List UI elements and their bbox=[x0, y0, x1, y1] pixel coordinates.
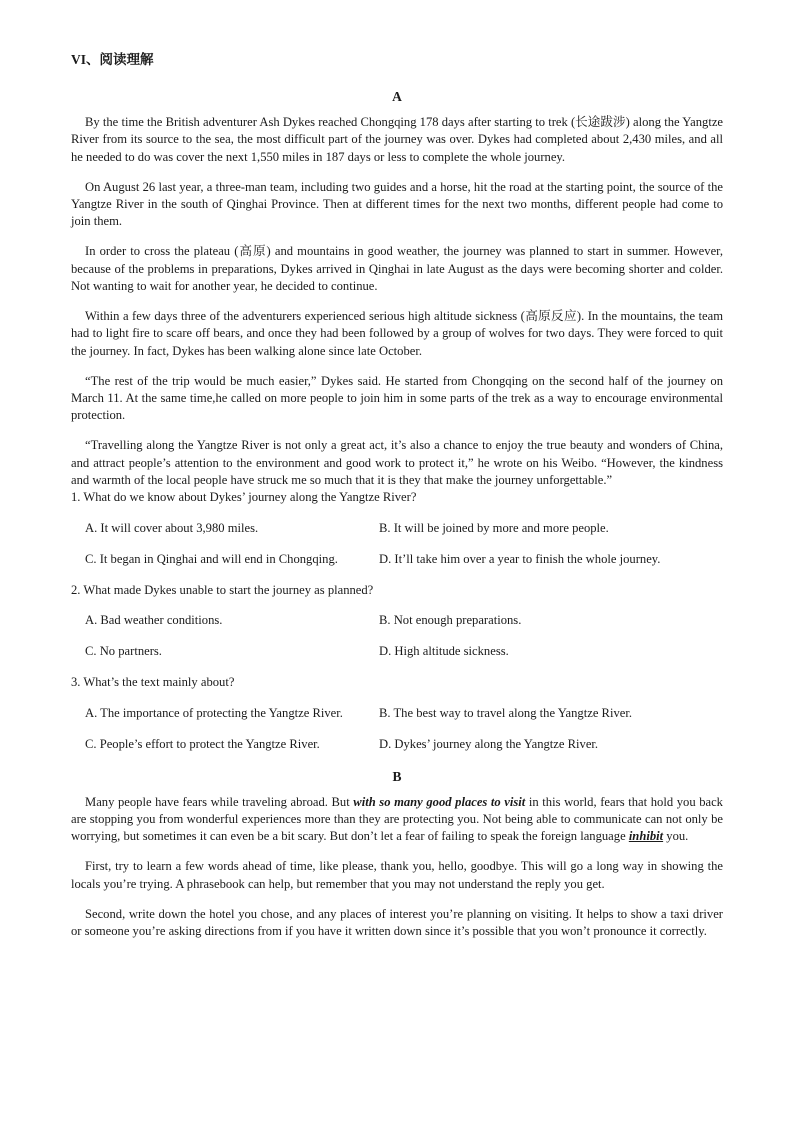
option-row bbox=[71, 612, 723, 629]
passage-a-paragraph: In order to cross the plateau (高原) and mountains in good weather, the journey was planned to start in summer. However, because of the problems in preparations, Dykes arrived in Qinghai in late August as the days were becoming shorter and colder. Not wanting to wait for another year, he decided to continue. bbox=[71, 244, 723, 293]
passage-b-paragraph: Second, write down the hotel you chose, and any places of interest you’re planning on visiting. It helps to show a taxi driver or someone you’re asking directions from if you have it written down since it’s possible that you won’t pronounce it correctly. bbox=[71, 906, 723, 939]
option-a: A. Bad weather conditions. bbox=[85, 613, 223, 628]
option-b: B. Not enough preparations. bbox=[379, 613, 522, 628]
passage-a-paragraph: On August 26 last year, a three-man team, including two guides and a horse, hit the road at the starting point, the source of the Yangtze River in the south of Qinghai Province. Then at different times for the next two months, different people had come to join them. bbox=[71, 179, 723, 229]
option-a: A. The importance of protecting the Yangtze River. bbox=[85, 705, 343, 720]
option-b: B. The best way to travel along the Yangtze River. bbox=[379, 705, 632, 720]
passage-a-paragraph: “The rest of the trip would be much easier,” Dykes said. He started from Chongqing on the second half of the journey on March 11. At the same time,he called on more people to join him in some parts of the trek as a way to encourage environmental protection. bbox=[71, 373, 723, 423]
option-b: B. It will be joined by more and more people. bbox=[379, 520, 609, 535]
passage-b-label: B bbox=[392, 768, 402, 784]
question-2 bbox=[71, 582, 723, 661]
bold-italic-phrase: with so many good places to visit bbox=[353, 794, 526, 809]
passage-a-paragraph: “Travelling along the Yangtze River is not only a great act, it’s also a chance to enjoy the true beauty and wonders of China, and attract people’s attention to the environment and good work to protect it,” he wrote on his Weibo. “However, the kindness and warmth of the local people have struck me so much that it is they that make the journey unforgettable.” bbox=[71, 438, 723, 488]
passage-a-paragraph: Within a few days three of the adventurers experienced serious high altitude sickness (高原反应). In the mountains, the team had to light fire to scare off bears, and once they had been followed by a group of wolves for two days. They were forced to quit the journey. In fact, Dykes has been walking alone since late October. bbox=[71, 309, 723, 358]
text-run: Many people have fears while traveling abroad. But bbox=[85, 794, 354, 809]
option-c: C. It began in Qinghai and will end in Chongqing. bbox=[85, 551, 338, 566]
text-run: you. bbox=[663, 829, 689, 844]
option-row bbox=[71, 643, 723, 660]
question-stem: 1. What do we know about Dykes’ journey along the Yangtze River? bbox=[71, 490, 417, 505]
option-c: C. People’s effort to protect the Yangtze River. bbox=[85, 736, 320, 751]
passage-b-paragraph: First, try to learn a few words ahead of time, like please, thank you, hello, goodbye. This will go a long way in showing the locals you’re trying. A phrasebook can help, but remember that you may not understand the reply you get. bbox=[71, 859, 723, 891]
question-stem: 2. What made Dykes unable to start the journey as planned? bbox=[71, 582, 374, 597]
option-d: D. It’ll take him over a year to finish the whole journey. bbox=[379, 551, 661, 566]
underlined-vocab-word: inhibit bbox=[628, 829, 664, 844]
passage-a-label: A bbox=[392, 89, 402, 104]
text-run: in this world, fears that hold you back are stopping you from wonderful experiences more than they are protecting you. Not being able to communicate can not only be worrying, but sometimes it can even be a bit scary. But don’t let a fear of failing to speak the foreign language bbox=[71, 794, 723, 844]
option-d: D. Dykes’ journey along the Yangtze River. bbox=[379, 736, 599, 751]
option-row bbox=[71, 520, 723, 537]
document-page bbox=[71, 50, 723, 940]
passage-a-paragraph: By the time the British adventurer Ash Dykes reached Chongqing 178 days after starting to trek (长途跋涉) along the Yangtze River from its source to the sea, the most difficult part of the journey was over. Dykes had completed about 2,430 miles, and all he needed to do was cover the next 1,550 miles in 187 days or less to complete the whole journey. bbox=[71, 115, 723, 164]
option-c: C. No partners. bbox=[85, 644, 162, 659]
question-stem: 3. What’s the text mainly about? bbox=[71, 675, 235, 690]
option-d: D. High altitude sickness. bbox=[379, 644, 509, 659]
passage-b-body bbox=[71, 794, 723, 941]
option-row bbox=[71, 736, 723, 753]
option-a: A. It will cover about 3,980 miles. bbox=[85, 520, 259, 535]
section-title: VI、阅读理解 bbox=[71, 52, 154, 67]
passage-b-paragraph bbox=[71, 794, 723, 846]
question-3 bbox=[71, 674, 723, 753]
option-row bbox=[71, 551, 723, 568]
option-row bbox=[71, 705, 723, 722]
passage-a-body bbox=[71, 114, 723, 489]
question-1 bbox=[71, 489, 723, 568]
